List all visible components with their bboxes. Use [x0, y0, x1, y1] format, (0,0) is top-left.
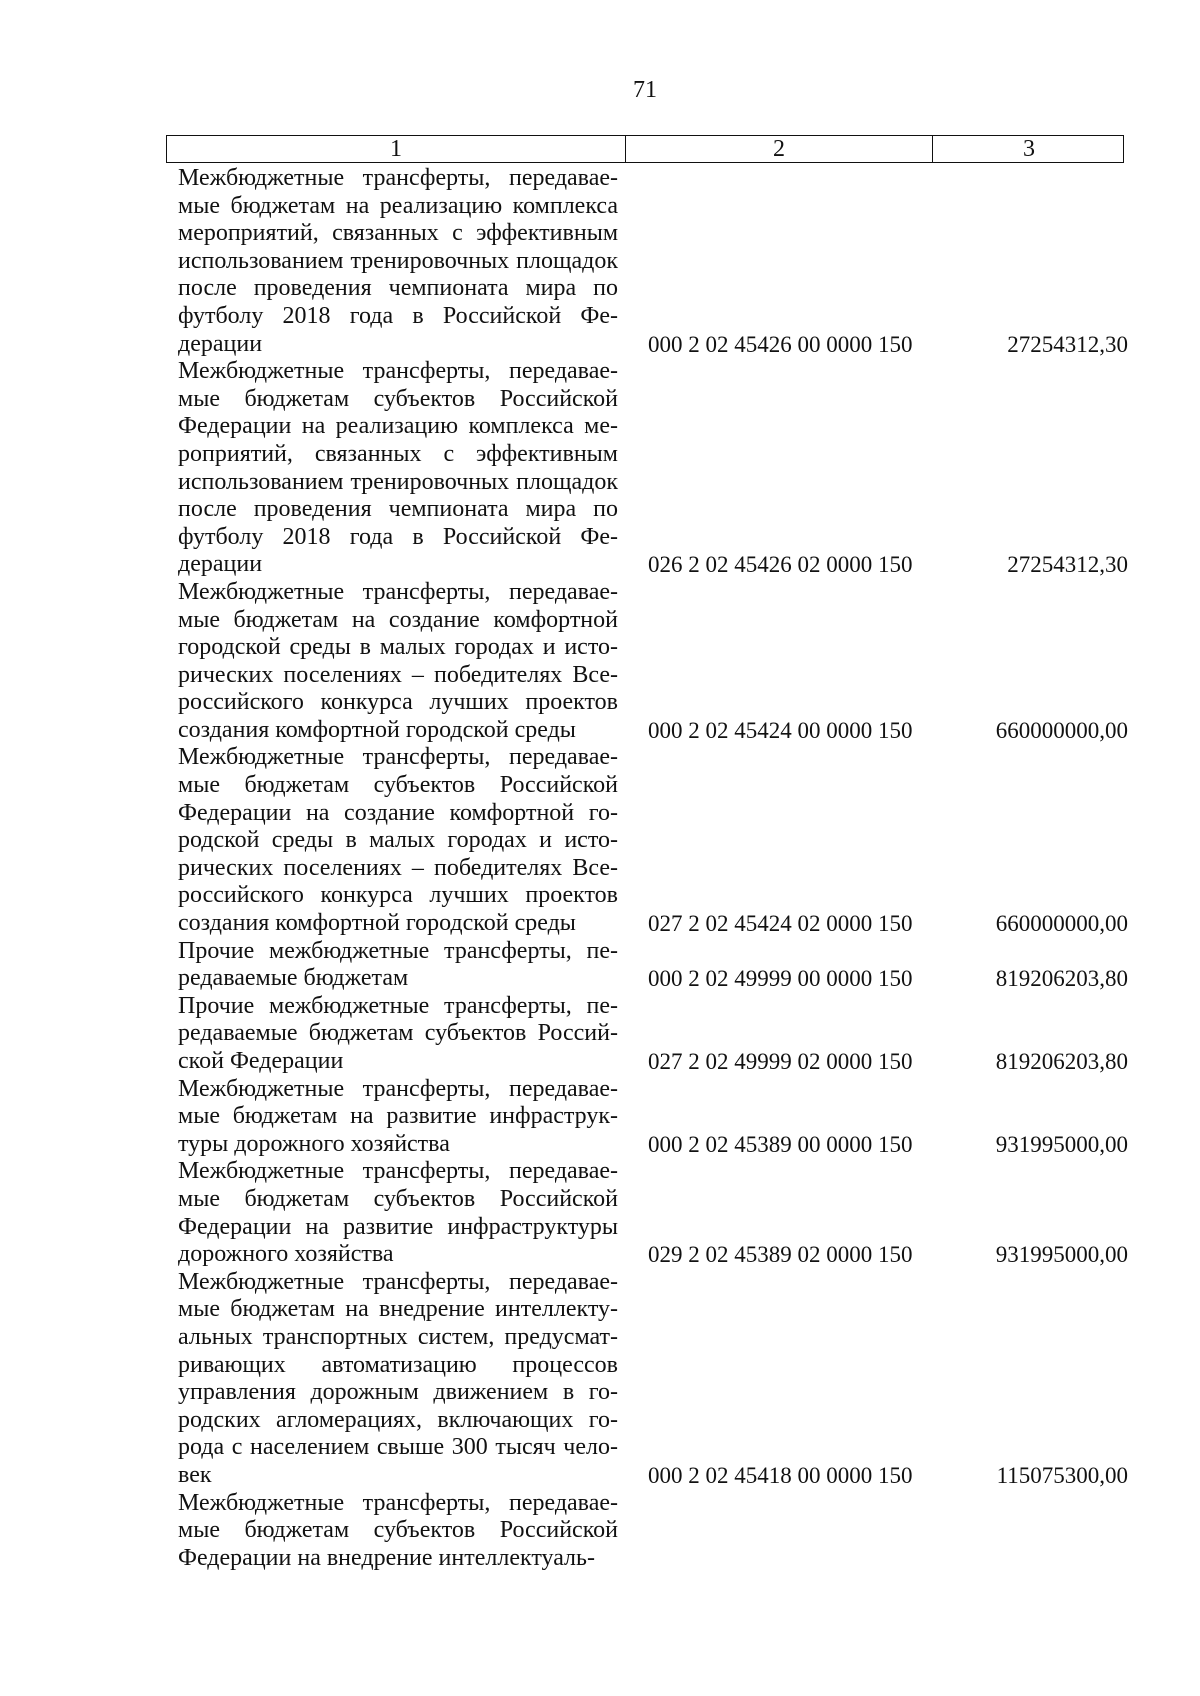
row-description: Межбюджетные трансферты, передаваемые бюджетам на реализацию комплекса мероприятий, связанных с эффективным использованием тренировочных площадок после проведения чемпионата мира по футболу 2018 года в Российской Федерации — [178, 165, 618, 357]
row-code: 000 2 02 45418 00 0000 150 — [648, 1462, 913, 1488]
table-row — [178, 1269, 1128, 1490]
table-body — [178, 165, 1128, 1572]
row-description: Межбюджетные трансферты, передаваемые бюджетам субъектов Российской Федерации на реализацию комплекса мероприятий, связанных с эффективным использованием тренировочных площадок после проведения чемпионата мира по футболу 2018 года в Российской Федерации — [178, 358, 618, 578]
page-number: 71 — [633, 77, 657, 103]
row-description: Прочие межбюджетные трансферты, передаваемые бюджетам субъектов Российской Федерации — [178, 992, 618, 1074]
row-code: 026 2 02 45426 02 0000 150 — [648, 552, 913, 578]
row-amount: 115075300,00 — [996, 1462, 1128, 1488]
row-amount: 660000000,00 — [995, 717, 1128, 743]
table-row — [178, 1076, 1128, 1159]
row-amount: 819206203,80 — [995, 1049, 1128, 1074]
table-row — [178, 358, 1128, 579]
row-code: 000 2 02 45389 00 0000 150 — [648, 1131, 913, 1157]
row-description: Прочие межбюджетные трансферты, передаваемые бюджетам — [178, 937, 618, 992]
row-description: Межбюджетные трансферты, передаваемые бюджетам субъектов Российской Федерации на создание комфортной городской среды в малых городах и исторических поселениях – победителях Всероссийского конкурса лучших проектов создания комфортной городской среды — [178, 744, 618, 937]
row-description: Межбюджетные трансферты, передаваемые бюджетам на развитие инфраструктуры дорожного хозяйства — [178, 1075, 618, 1157]
table-row — [178, 744, 1128, 937]
table-row — [178, 579, 1128, 745]
column-header-2: 2 — [625, 136, 932, 162]
row-code: 027 2 02 45424 02 0000 150 — [648, 911, 913, 937]
table-header — [166, 135, 1124, 163]
row-code: 000 2 02 45424 00 0000 150 — [648, 717, 913, 743]
table-row — [178, 1490, 1128, 1573]
row-description: Межбюджетные трансферты, передаваемые бюджетам субъектов Российской Федерации на внедрение интеллектуаль- — [178, 1489, 618, 1571]
row-code: 000 2 02 49999 00 0000 150 — [648, 966, 913, 992]
table-row — [178, 993, 1128, 1076]
table-row — [178, 165, 1128, 358]
row-description: Межбюджетные трансферты, передаваемые бюджетам субъектов Российской Федерации на развитие инфраструктуры дорожного хозяйства — [178, 1158, 618, 1268]
row-code: 027 2 02 49999 02 0000 150 — [648, 1049, 913, 1074]
row-code: 000 2 02 45426 00 0000 150 — [648, 331, 913, 357]
row-amount: 660000000,00 — [995, 911, 1128, 937]
row-amount: 27254312,30 — [1007, 552, 1128, 578]
row-description: Межбюджетные трансферты, передаваемые бюджетам на создание комфортной городской среды в малых городах и исторических поселениях – победителях Всероссийского конкурса лучших проектов создания комфортной городской среды — [178, 578, 618, 743]
column-header-1: 1 — [390, 136, 402, 162]
row-amount: 27254312,30 — [1007, 331, 1128, 357]
row-amount: 931995000,00 — [995, 1131, 1128, 1157]
table-row — [178, 1158, 1128, 1268]
table-row — [178, 938, 1128, 993]
column-header-3: 3 — [932, 136, 1125, 162]
row-description: Межбюджетные трансферты, передаваемые бюджетам на внедрение интеллектуальных транспортных систем, предусматривающих автоматизацию процессов управления дорожным движением в городских агломерациях, включающих города с населением свыше 300 тысяч человек — [178, 1268, 618, 1488]
row-amount: 931995000,00 — [995, 1242, 1128, 1268]
row-code: 029 2 02 45389 02 0000 150 — [648, 1242, 913, 1268]
row-amount: 819206203,80 — [995, 966, 1128, 992]
